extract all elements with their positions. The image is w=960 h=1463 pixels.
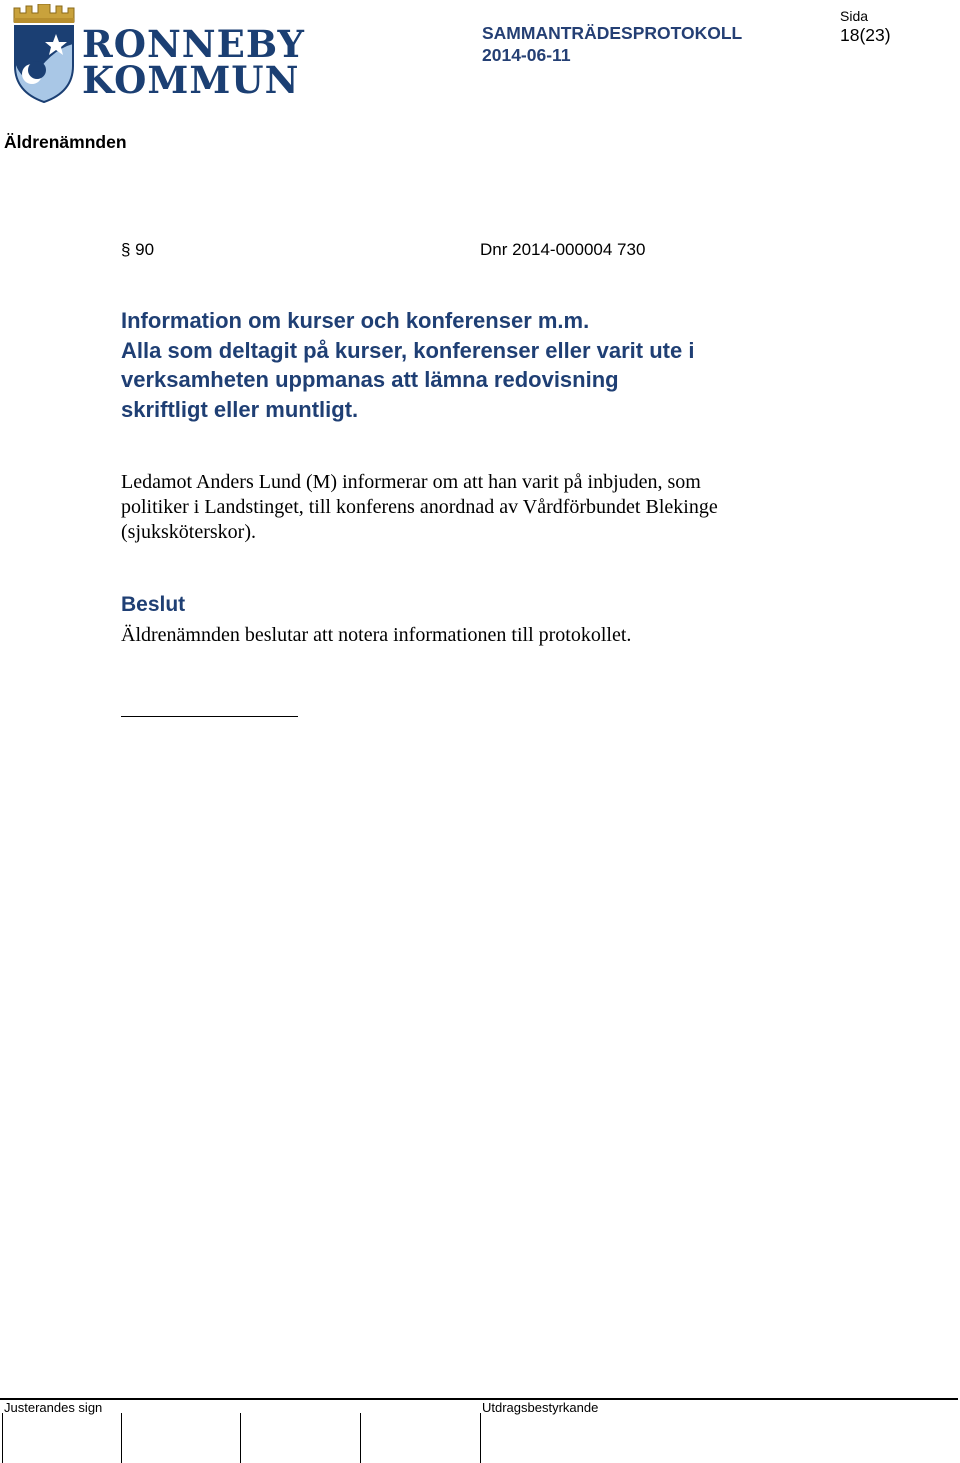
signature-box-divider [480,1413,481,1463]
section-separator [121,716,298,717]
heading-line: Information om kurser och konferenser m.m. [121,308,590,333]
page-label: Sida [840,8,869,24]
heading-line: Alla som deltagit på kurser, konferenser eller varit ute i [121,337,695,363]
org-name-line2: KOMMUN [82,58,300,102]
heading-line: skriftligt eller muntligt. [121,396,359,422]
body-line: politiker i Landstinget, till konferens anordnad av Vårdförbundet Blekinge [121,496,718,518]
page-number: 18(23) [840,25,891,45]
paragraph-heading [121,306,881,424]
ronneby-logo [10,4,305,104]
decision-heading: Beslut [121,593,186,616]
meeting-date: 2014-06-11 [482,45,571,65]
diary-number: Dnr 2014-000004 730 [480,240,646,259]
committee-name: Äldrenämnden [4,132,127,152]
document-type: SAMMANTRÄDESPROTOKOLL [482,23,743,43]
utdragsbestyrkande-label: Utdragsbestyrkande [482,1400,599,1415]
signature-box-divider [121,1413,122,1463]
body-line: Ledamot Anders Lund (M) informerar om att han varit på inbjuden, som [121,471,701,493]
signature-box-divider [2,1413,3,1463]
org-name-line1: RONNEBY [82,22,305,66]
justerandes-sign-label: Justerandes sign [4,1400,103,1415]
paragraph-number: § 90 [121,240,155,259]
coat-of-arms-icon [10,4,78,104]
heading-line: verksamheten uppmanas att lämna redovisning [121,367,619,392]
footer-divider [0,1398,958,1400]
signature-box-divider [240,1413,241,1463]
decision-text: Äldrenämnden beslutar att notera informationen till protokollet. [121,624,632,646]
body-line: (sjuksköterskor). [121,521,256,543]
signature-box-divider [360,1413,361,1463]
paragraph-body [121,470,881,545]
